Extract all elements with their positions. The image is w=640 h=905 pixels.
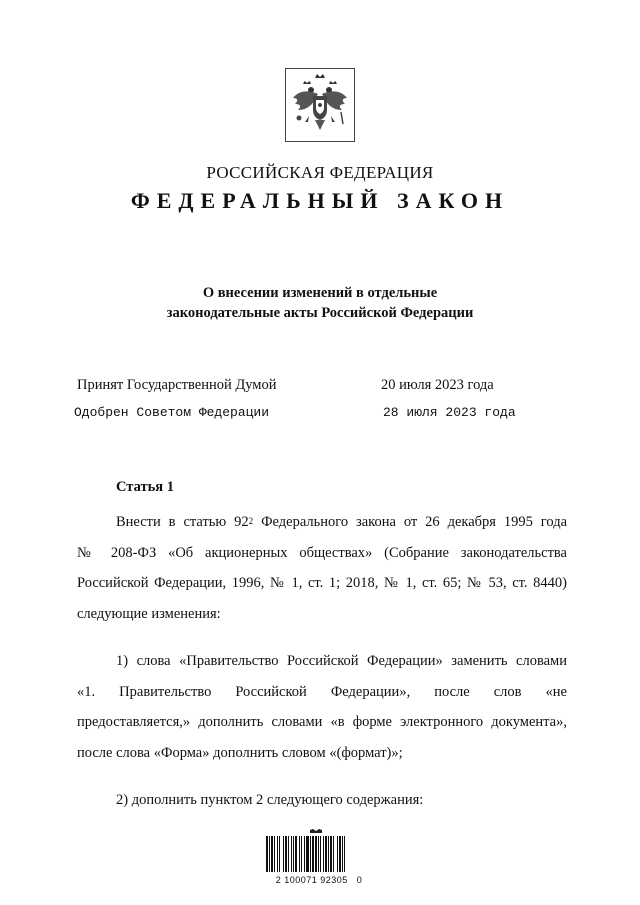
law-title-line-2: законодательные акты Российской Федерации [166, 305, 474, 321]
barcode-icon [260, 828, 378, 874]
barcode-number: 2 100071 92305 0 [275, 875, 363, 885]
coat-of-arms-icon [285, 68, 355, 142]
text-span: Федерального закона от 26 декабря 1995 года [253, 514, 568, 530]
paragraph-line: предоставляется,» дополнить словами «в форме электронного документа», [77, 714, 567, 730]
article-paragraph-1 [77, 507, 567, 629]
paragraph-line [77, 507, 567, 538]
document-type: ФЕДЕРАЛЬНЫЙ ЗАКОН [130, 188, 510, 213]
approval-council-date: 28 июля 2023 года [383, 405, 516, 420]
paragraph-line: 1) слова «Правительство Российской Федерации» заменить словами [116, 653, 567, 669]
article-paragraph-2 [77, 646, 567, 768]
law-title-line-1: О внесении изменений в отдельные [202, 285, 438, 301]
article-paragraph-3 [77, 785, 567, 816]
adoption-duma-date: 20 июля 2023 года [381, 377, 494, 393]
paragraph-line: следующие изменения: [77, 605, 221, 622]
law-title [0, 283, 640, 323]
article-heading: Статья 1 [116, 479, 174, 495]
paragraph-line: «1. Правительство Российской Федерации», после слов «не [77, 683, 567, 700]
country-name: РОССИЙСКАЯ ФЕДЕРАЦИЯ [206, 163, 434, 182]
adoption-duma-label: Принят Государственной Думой [77, 377, 277, 393]
paragraph-line: № 208-ФЗ «Об акционерных обществах» (Собрание законодательства [77, 544, 567, 561]
approval-council-label: Одобрен Советом Федерации [74, 405, 270, 420]
barcode [260, 828, 378, 885]
text-span: Внести в статью 92 [116, 514, 249, 530]
superscript: 2 [248, 516, 254, 526]
paragraph-line: 2) дополнить пунктом 2 следующего содержания: [116, 792, 424, 808]
paragraph-line: после слова «Форма» дополнить словом «(формат)»; [77, 744, 403, 761]
paragraph-line: Российской Федерации, 1996, № 1, ст. 1; 2018, № 1, ст. 65; № 53, ст. 8440) [77, 575, 567, 591]
